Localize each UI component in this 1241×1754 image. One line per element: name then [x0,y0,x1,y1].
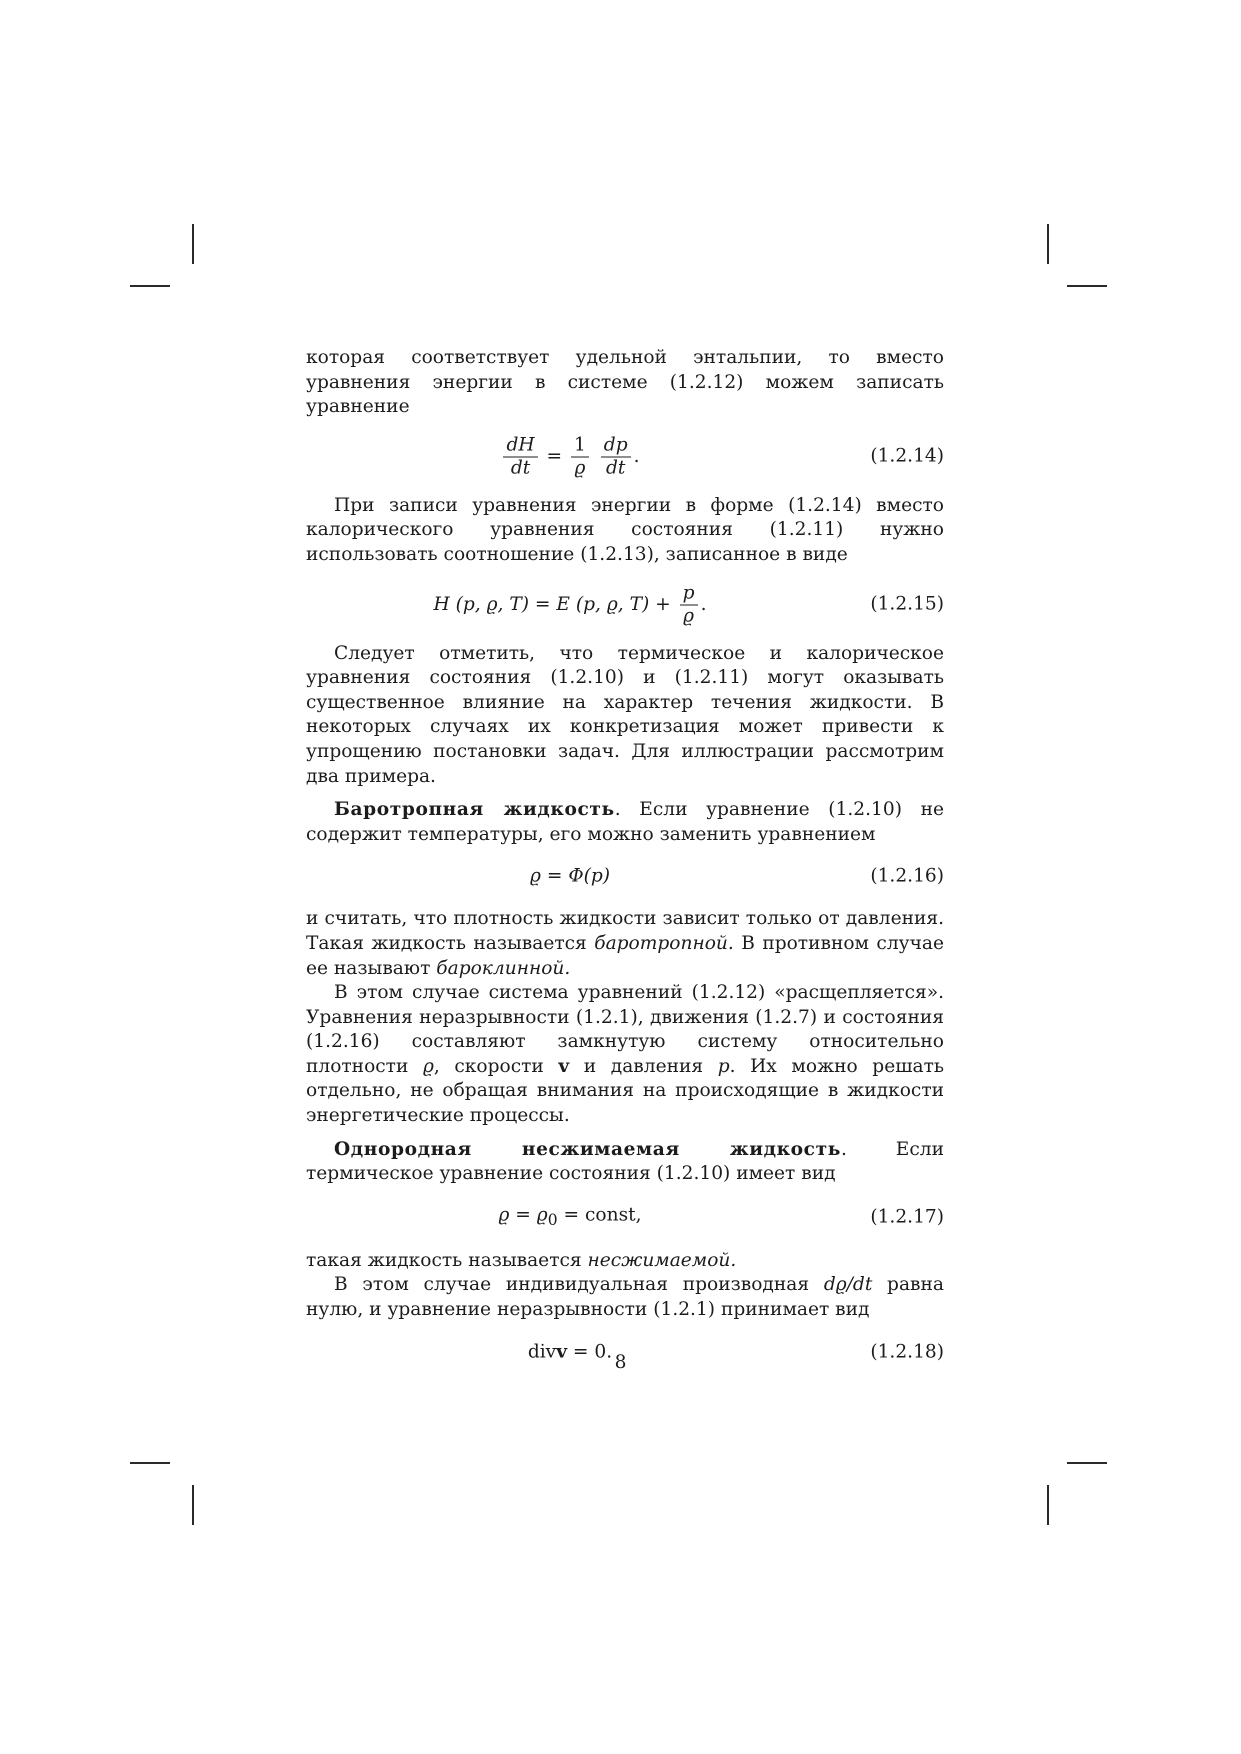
period: . [700,593,707,615]
fraction [571,434,589,479]
paragraph [306,798,944,847]
equation-number: (1.2.15) [870,593,944,615]
paragraph: которая соответствует удельной энтальпии, то вместо уравнения энергии в системе (1.2.12) можем записать уравнение [306,347,944,418]
numerator: 1 [571,434,589,457]
equation-number: (1.2.16) [870,866,944,888]
crop-mark-bottom-left [192,1485,194,1525]
equation-part: div [527,1341,557,1363]
paragraph-text: равна нулю, и уравнение неразрывности (1.2.1) принимает вид [306,1274,944,1321]
crop-mark-top-left [192,224,194,264]
paragraph [306,1138,944,1187]
page-body [306,346,944,1383]
term: баротропной. [594,932,734,954]
paragraph: Следует отметить, что термическое и калорическое уравнения состояния (1.2.10) и (1.2.11) могут оказывать существенное влияние на характер течения жидкости. В некоторых случаях их конкретизация может привести к упрощению постановки задач. Для иллюстрации рассмотрим два примера. [306,642,944,787]
term: бароклинной. [436,957,571,979]
fraction [503,434,537,479]
fraction [601,434,631,479]
equation-part: = const, [557,1204,642,1226]
equation-body: ϱ = Φ(p) [530,866,610,888]
crop-mark-bottom-right [1067,1462,1107,1464]
paragraph-text: , скорости [433,1055,559,1077]
denominator: ϱ [574,457,586,479]
subscript: 0 [547,1210,558,1229]
paragraph-text: В противном случае ее называют [306,932,944,979]
paragraph: При записи уравнения энергии в форме (1.2.14) вместо калорического уравнения состояния (1.2.11) нужно использовать соотношение (1.2.13), записанное в виде [306,494,944,565]
equation-1-2-16 [306,847,944,907]
equals-sign: = [546,445,563,467]
term: несжимаемой. [587,1249,737,1271]
equation-body [306,434,834,479]
run-in-heading: Баротропная жидкость [334,799,615,821]
fraction [680,582,698,627]
math-vector: v [556,1341,567,1363]
equation-1-2-14 [306,420,944,494]
paragraph-text: и считать, что плотность жидкости зависит только от давления. Такая жидкость называется [306,908,944,954]
paragraph-text: В этом случае система уравнений (1.2.12) «расщепляется». Уравнения неразрывности (1.2.1), движения (1.2.7) и состояния (1.2.16) составляют замкнутую систему относительно плотности [306,982,944,1077]
numerator: dH [503,434,537,457]
equation-body [306,1203,834,1232]
paragraph [306,1273,944,1322]
run-in-heading: Однородная несжимаемая жидкость [334,1138,841,1160]
paragraph-text: . Если уравнение (1.2.10) не содержит температуры, его можно заменить уравнением [306,799,944,845]
denominator: dt [510,457,531,479]
equation-number: (1.2.18) [870,1341,944,1363]
denominator: dt [606,457,626,479]
page-number: 8 [614,1352,627,1373]
crop-mark-bottom-right [1047,1485,1049,1525]
numerator: dp [601,434,631,457]
math-expression: dϱ/dt [823,1274,873,1296]
equation-body [306,582,834,627]
crop-mark-top-left [130,285,170,287]
paragraph [306,981,944,1129]
crop-mark-top-right [1067,285,1107,287]
paragraph-text: и давления [569,1055,718,1077]
math-symbol: ϱ [422,1055,434,1077]
denominator: ϱ [683,605,695,627]
math-symbol: p [717,1055,730,1077]
equation-number: (1.2.17) [870,1206,944,1228]
period: . [633,445,640,467]
equation-left: H (p, ϱ, T) = E (p, ϱ, T) + [433,593,677,615]
paragraph-text: . Их можно решать отдельно, не обращая внимания на происходящие в жидкости энергетические процессы. [306,1055,944,1127]
equation-1-2-17 [306,1187,944,1249]
paragraph-text: . Если термическое уравнение состояния (1.2.10) имеет вид [306,1138,944,1185]
numerator: p [680,582,698,605]
paragraph-text: такая жидкость называется [306,1249,588,1271]
math-vector: v [558,1055,570,1077]
paragraph [306,1249,944,1274]
paragraph [306,907,944,981]
equation-part: ϱ = ϱ [498,1204,548,1226]
crop-mark-top-right [1047,224,1049,264]
paragraph-text: В этом случае индивидуальная производная [334,1274,824,1296]
equation-number: (1.2.14) [870,445,944,467]
equation-part: = 0. [567,1341,613,1363]
equation-1-2-15 [306,568,944,642]
crop-mark-bottom-left [130,1462,170,1464]
